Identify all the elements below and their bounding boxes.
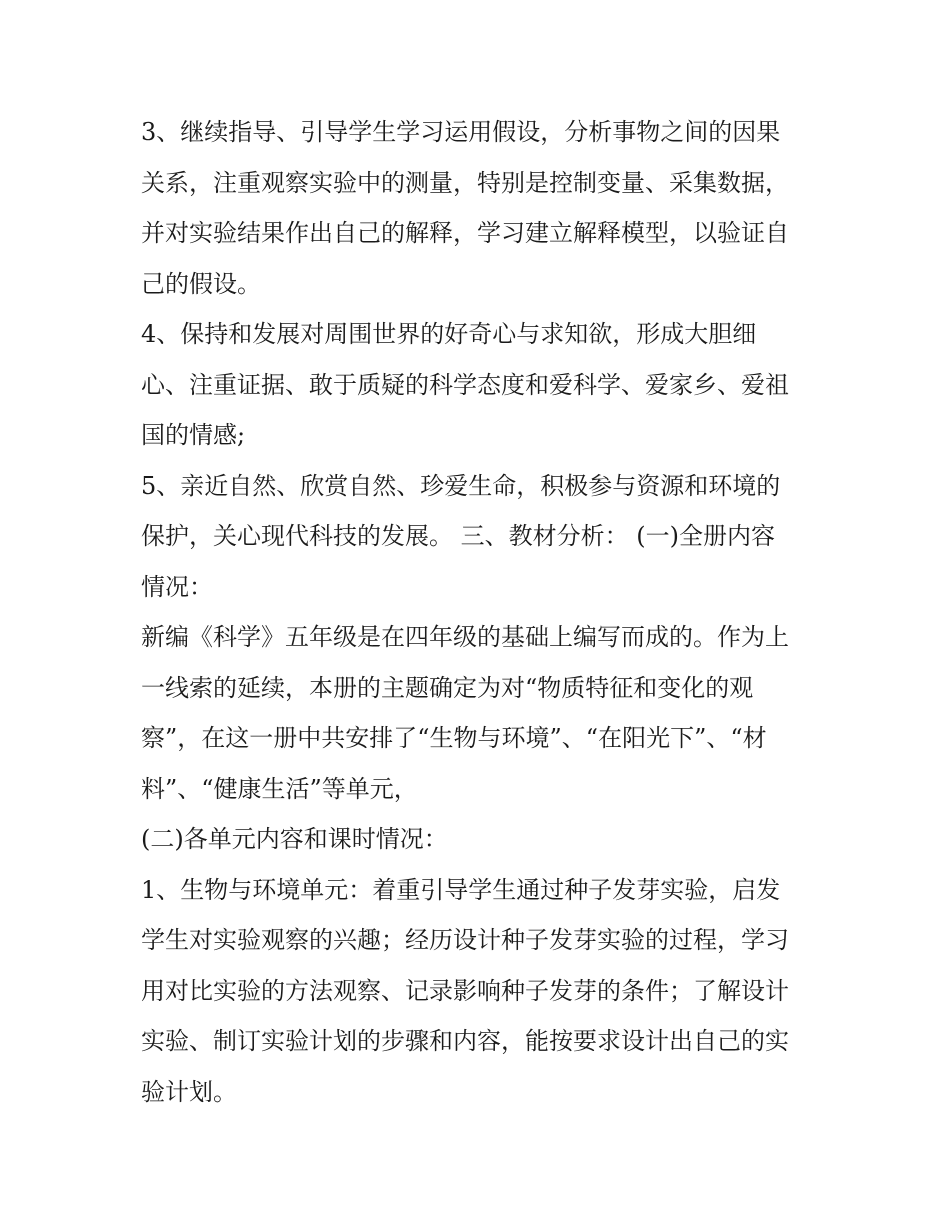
- paragraph-goal-3: [141, 107, 811, 309]
- text-line: 己的假设。: [141, 269, 261, 298]
- document-body: [141, 107, 811, 1117]
- text-line: 一线索的延续，本册的主题确定为对“物质特征和变化的观: [141, 673, 754, 702]
- text-line: 心、注重证据、敢于质疑的科学态度和爱科学、爱家乡、爱祖: [141, 370, 789, 399]
- text-line: 并对实验结果作出自己的解释，学习建立解释模型，以验证自: [141, 219, 789, 247]
- paragraph-goal-5: [141, 461, 811, 613]
- text-line: 保护，关心现代科技的发展。 三、教材分析： (一)全册内容: [141, 522, 775, 550]
- text-line: 验计划。: [141, 1077, 237, 1106]
- text-line: 4、保持和发展对周围世界的好奇心与求知欲，形成大胆细: [141, 320, 757, 348]
- text-line: 3、继续指导、引导学生学习运用假设，分析事物之间的因果: [141, 118, 781, 146]
- text-line: 关系，注重观察实验中的测量，特别是控制变量、采集数据，: [141, 168, 789, 197]
- paragraph-goal-4: [141, 309, 811, 461]
- text-line: 情况：: [141, 572, 213, 601]
- paragraph-unit-1: [141, 865, 811, 1118]
- paragraph-textbook-overview: [141, 612, 811, 814]
- section-heading-units: [141, 814, 811, 865]
- text-line: (二)各单元内容和课时情况：: [141, 825, 448, 853]
- text-line: 察”，在这一册中共安排了“生物与环境”、“在阳光下”、“材: [141, 724, 767, 752]
- text-line: 料”、“健康生活”等单元，: [141, 774, 418, 803]
- text-line: 学生对实验观察的兴趣；经历设计种子发芽实验的过程，学习: [141, 926, 789, 954]
- text-line: 实验、制订实验计划的步骤和内容，能按要求设计出自己的实: [141, 1027, 789, 1055]
- text-line: 新编《科学》五年级是在四年级的基础上编写而成的。作为上: [141, 623, 789, 651]
- text-line: 国的情感;: [141, 421, 246, 449]
- text-line: 1、生物与环境单元：着重引导学生通过种子发芽实验，启发: [141, 875, 781, 904]
- text-line: 5、亲近自然、欣赏自然、珍爱生命，积极参与资源和环境的: [141, 471, 781, 500]
- text-line: 用对比实验的方法观察、记录影响种子发芽的条件；了解设计: [141, 976, 789, 1005]
